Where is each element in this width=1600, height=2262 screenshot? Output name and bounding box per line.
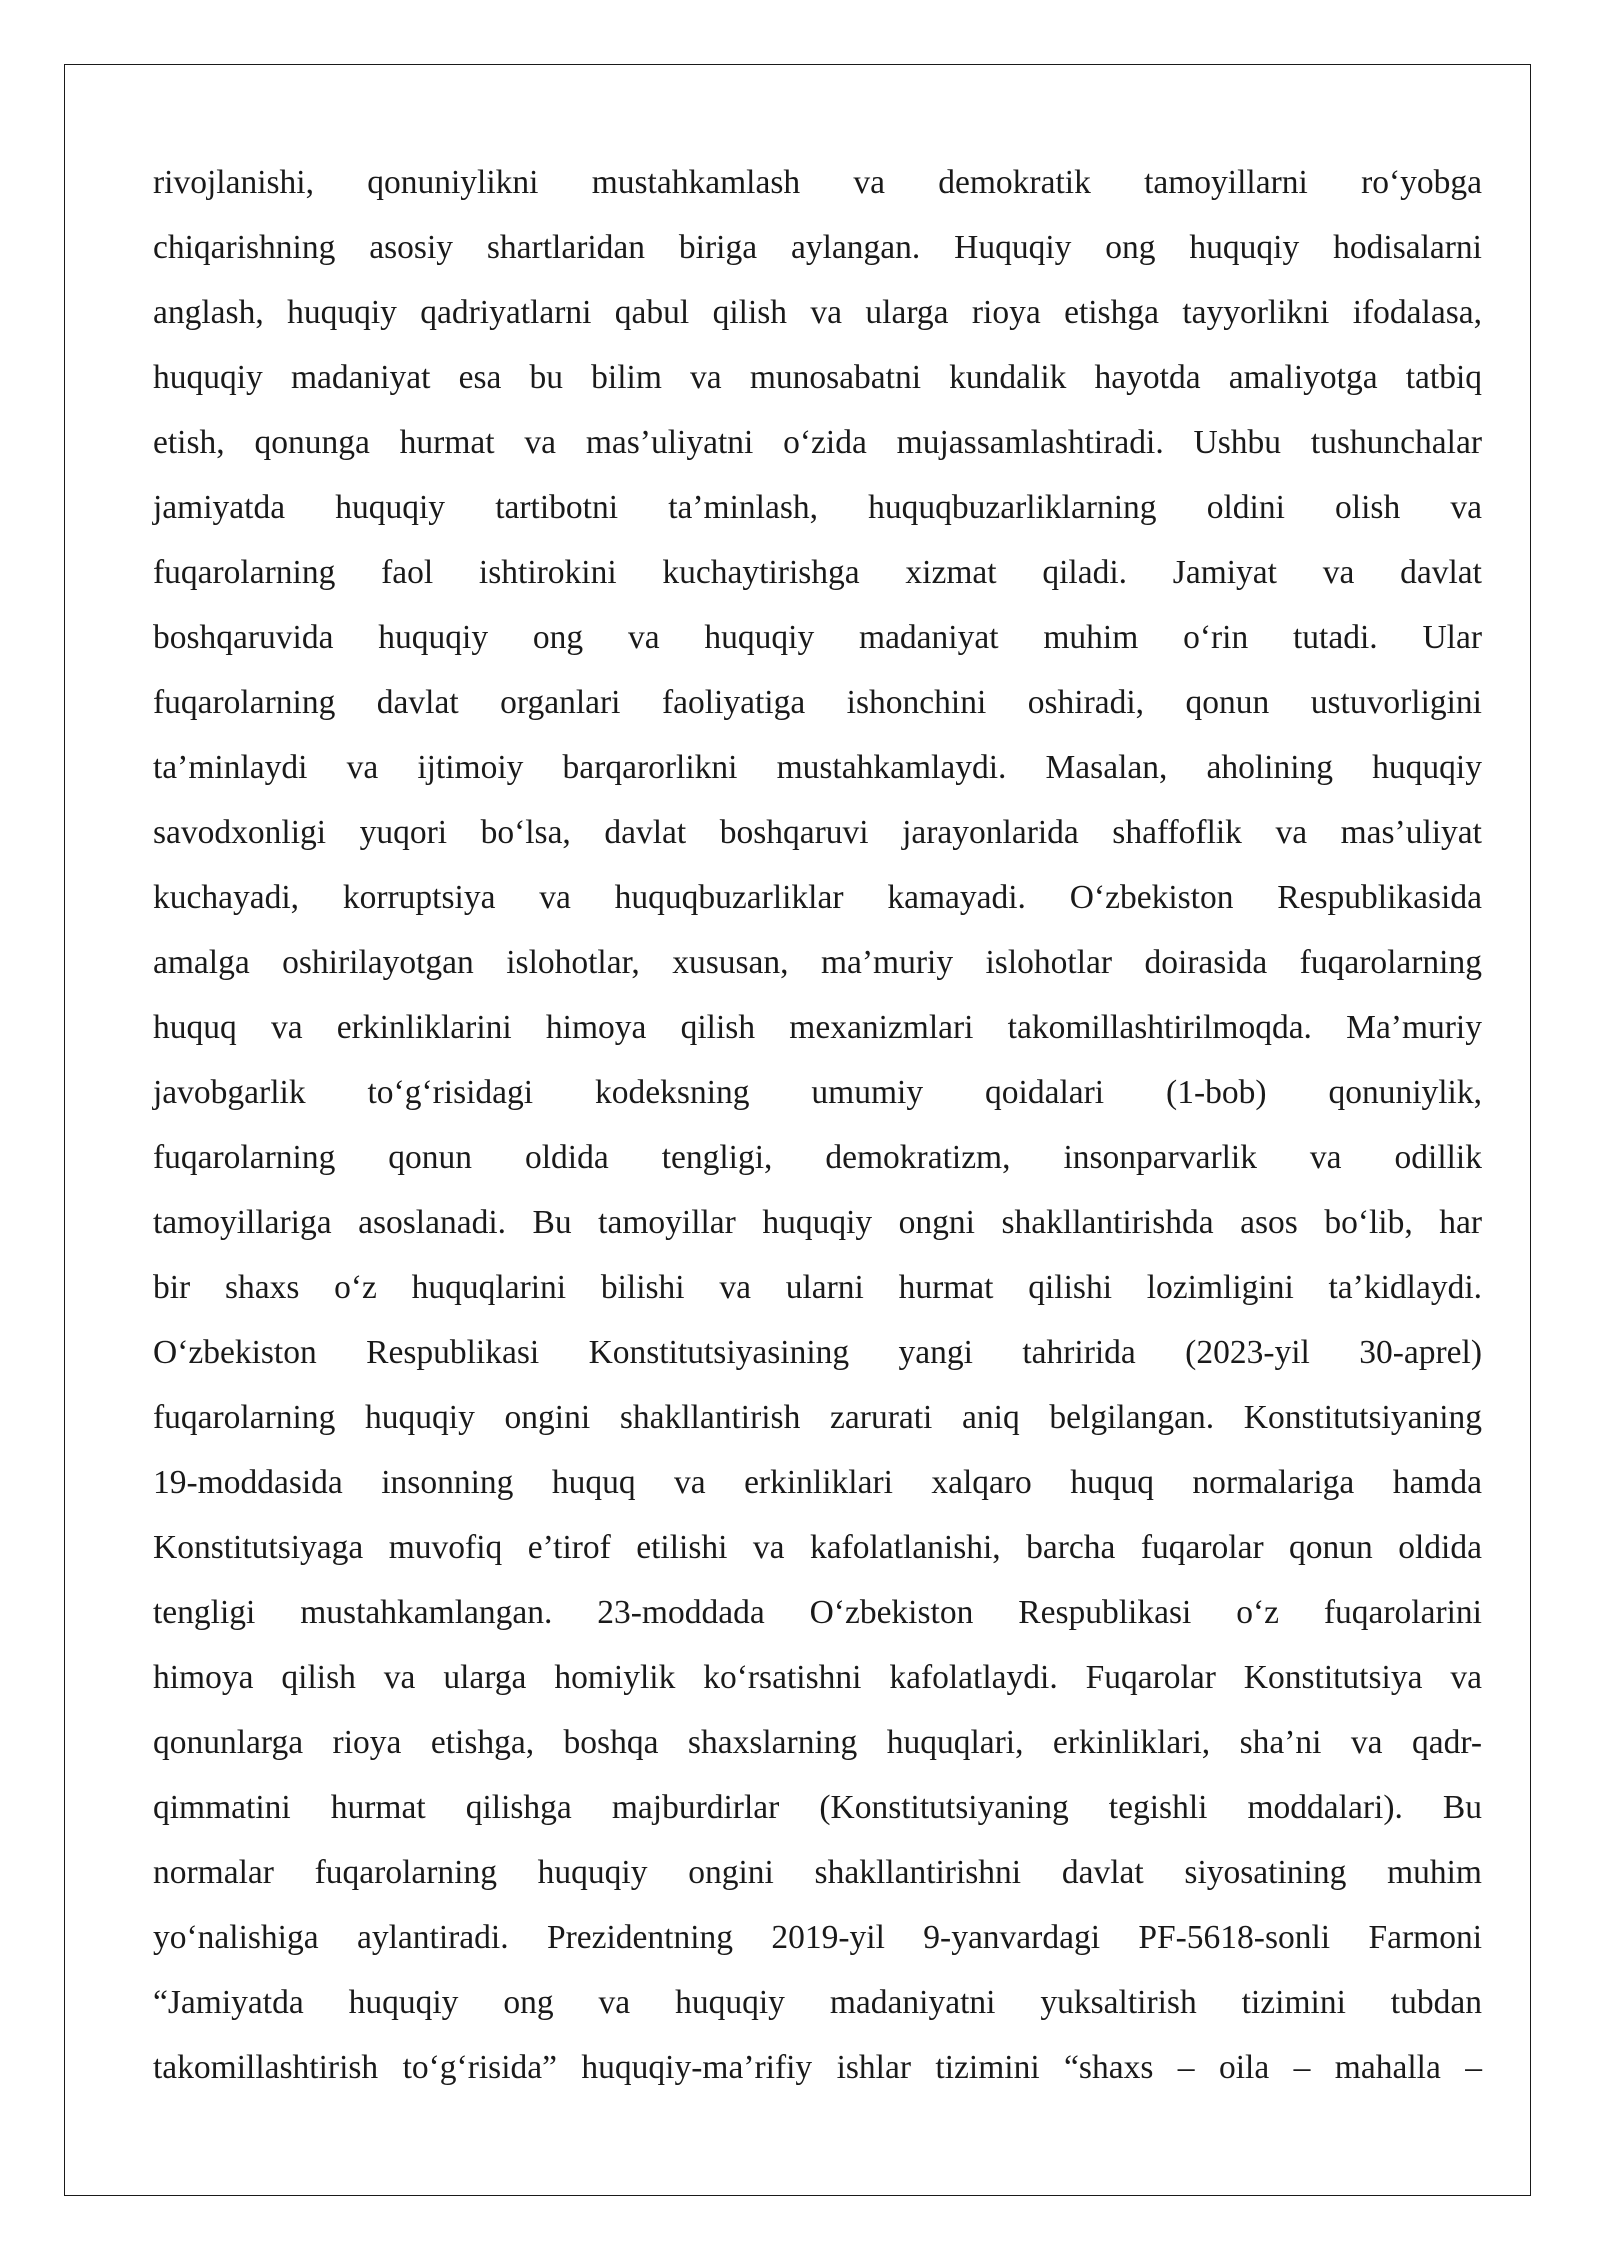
text-line: normalar fuqarolarning huquqiy ongini shakllantirishni davlat siyosatining muhim	[153, 1854, 1482, 1891]
text-line: fuqarolarning faol ishtirokini kuchaytirishga xizmat qiladi. Jamiyat va davlat	[153, 554, 1482, 591]
text-line: etish, qonunga hurmat va mas’uliyatni o‘zida mujassamlashtiradi. Ushbu tushunchalar	[153, 424, 1482, 461]
text-line: huquqiy madaniyat esa bu bilim va munosabatni kundalik hayotda amaliyotga tatbiq	[153, 359, 1482, 396]
text-line: fuqarolarning qonun oldida tengligi, demokratizm, insonparvarlik va odillik	[153, 1139, 1482, 1176]
text-line: 19-moddasida insonning huquq va erkinliklari xalqaro huquq normalariga hamda	[153, 1464, 1482, 1501]
text-line: tengligi mustahkamlangan. 23-moddada O‘zbekiston Respublikasi o‘z fuqarolarini	[153, 1594, 1482, 1631]
text-line: “Jamiyatda huquqiy ong va huquqiy madaniyatni yuksaltirish tizimini tubdan	[153, 1984, 1482, 2021]
document-body-text	[153, 150, 1482, 2100]
text-line: tamoyillariga asoslanadi. Bu tamoyillar huquqiy ongni shakllantirishda asos bo‘lib, har	[153, 1204, 1482, 1241]
text-line: Konstitutsiyaga muvofiq e’tirof etilishi va kafolatlanishi, barcha fuqarolar qonun oldida	[153, 1529, 1482, 1566]
text-line: himoya qilish va ularga homiylik ko‘rsatishni kafolatlaydi. Fuqarolar Konstitutsiya va	[153, 1659, 1482, 1696]
text-line: qonunlarga rioya etishga, boshqa shaxslarning huquqlari, erkinliklari, sha’ni va qadr-	[153, 1724, 1482, 1761]
text-line: rivojlanishi, qonuniylikni mustahkamlash va demokratik tamoyillarni ro‘yobga	[153, 164, 1482, 201]
text-line: boshqaruvida huquqiy ong va huquqiy madaniyat muhim o‘rin tutadi. Ular	[153, 619, 1482, 656]
text-line: fuqarolarning davlat organlari faoliyatiga ishonchini oshiradi, qonun ustuvorligini	[153, 684, 1482, 721]
text-line: chiqarishning asosiy shartlaridan biriga aylangan. Huquqiy ong huquqiy hodisalarni	[153, 229, 1482, 266]
text-line: anglash, huquqiy qadriyatlarni qabul qilish va ularga rioya etishga tayyorlikni ifodalasa,	[153, 294, 1482, 331]
text-line: qimmatini hurmat qilishga majburdirlar (Konstitutsiyaning tegishli moddalari). Bu	[153, 1789, 1482, 1826]
text-line: huquq va erkinliklarini himoya qilish mexanizmlari takomillashtirilmoqda. Ma’muriy	[153, 1009, 1482, 1046]
text-line: amalga oshirilayotgan islohotlar, xususan, ma’muriy islohotlar doirasida fuqarolarning	[153, 944, 1482, 981]
text-line: javobgarlik to‘g‘risidagi kodeksning umumiy qoidalari (1-bob) qonuniylik,	[153, 1074, 1482, 1111]
text-line: takomillashtirish to‘g‘risida” huquqiy-ma’rifiy ishlar tizimini “shaxs – oila – mahalla –	[153, 2049, 1482, 2086]
text-line: bir shaxs o‘z huquqlarini bilishi va ularni hurmat qilishi lozimligini ta’kidlaydi.	[153, 1269, 1482, 1306]
text-line: yo‘nalishiga aylantiradi. Prezidentning 2019-yil 9-yanvardagi PF-5618-sonli Farmoni	[153, 1919, 1482, 1956]
text-line: savodxonligi yuqori bo‘lsa, davlat boshqaruvi jarayonlarida shaffoflik va mas’uliyat	[153, 814, 1482, 851]
text-line: O‘zbekiston Respublikasi Konstitutsiyasining yangi tahririda (2023-yil 30-aprel)	[153, 1334, 1482, 1371]
text-line: jamiyatda huquqiy tartibotni ta’minlash, huquqbuzarliklarning oldini olish va	[153, 489, 1482, 526]
text-line: ta’minlaydi va ijtimoiy barqarorlikni mustahkamlaydi. Masalan, aholining huquqiy	[153, 749, 1482, 786]
text-line: kuchayadi, korruptsiya va huquqbuzarliklar kamayadi. O‘zbekiston Respublikasida	[153, 879, 1482, 916]
text-line: fuqarolarning huquqiy ongini shakllantirish zarurati aniq belgilangan. Konstitutsiyaning	[153, 1399, 1482, 1436]
